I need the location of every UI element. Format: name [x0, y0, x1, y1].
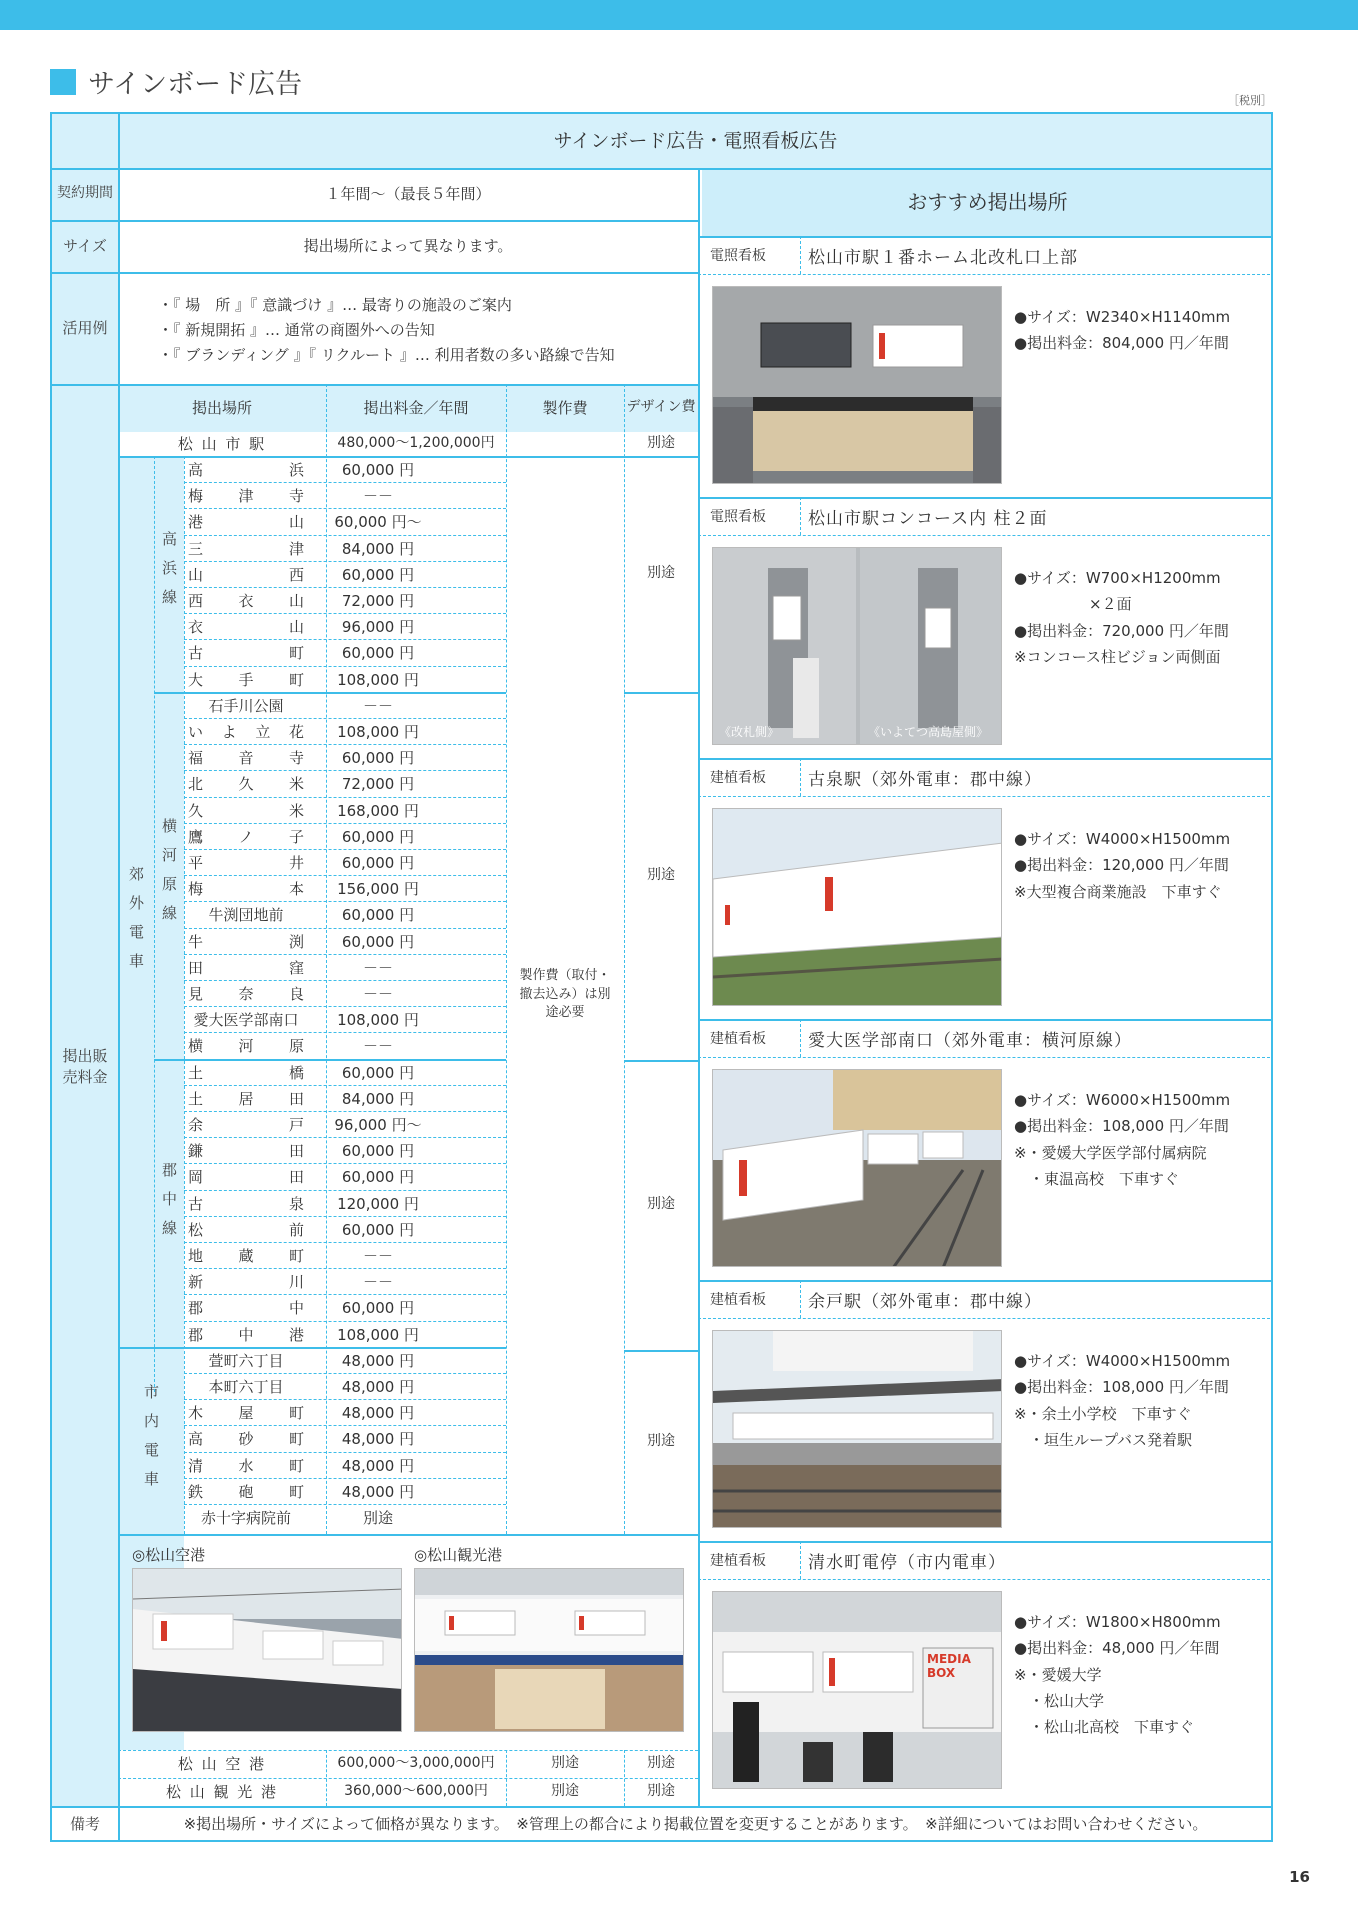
rec-place: 松山市駅１番ホーム北改札口上部 — [808, 247, 1078, 268]
usage-item: ・『 ブランディング 』『 リクルート 』… 利用者数の多い路線で告知 — [158, 346, 615, 364]
station-price: 60,000 円 — [341, 905, 415, 924]
group-divider — [118, 1347, 506, 1349]
rec-info: ●サイズ：W2340×H1140mm ●掲出料金：804,000 円／年間 — [1014, 308, 1231, 353]
station-name — [188, 639, 304, 665]
rec-photo-station-north — [712, 286, 1002, 484]
station-name-char: 地 — [188, 1246, 204, 1265]
station-name — [188, 1268, 304, 1294]
station-name — [188, 770, 304, 796]
station-price: 156,000 円 — [337, 879, 419, 898]
station-name-char: 福 — [188, 748, 204, 767]
station-name — [188, 561, 304, 587]
design-note-gunchu: 別途 — [647, 1196, 675, 1213]
station-name — [188, 1032, 304, 1058]
station-name — [188, 613, 304, 639]
station-price: 60,000 円 — [341, 460, 415, 479]
station-name — [188, 718, 304, 744]
station-name-char: 中 — [288, 1298, 304, 1317]
station-name-char: 衣 — [188, 617, 204, 636]
station-name — [188, 1425, 304, 1451]
rec-info: ●サイズ：W6000×H1500mm ●掲出料金：108,000 円／年間 ※・愛媛大学医学部付属病院 ・東温高校 下車すぐ — [1014, 1091, 1231, 1188]
photo-label: 《いよてつ高島屋側》 — [868, 725, 989, 739]
line-label-text: 高浜線 — [160, 530, 178, 618]
airport-design: 別途 — [647, 1755, 675, 1772]
station-name — [188, 1190, 304, 1216]
station-name-char: 奈 — [238, 984, 254, 1003]
rec-info: ●サイズ：W4000×H1500mm ●掲出料金：120,000 円／年間 ※大型複合商業施設 下車すぐ — [1014, 830, 1231, 901]
line-label-text: 市内電車 — [142, 1384, 160, 1500]
line-label-yokogawara — [154, 692, 184, 1060]
station-price: －－ — [362, 1246, 393, 1265]
size-label: サイズ — [63, 236, 107, 255]
station-price: 60,000 円 — [341, 932, 415, 951]
station-name-char: 町 — [288, 670, 304, 689]
rec-tag: 建植看板 — [710, 1031, 766, 1047]
station-name — [188, 587, 304, 613]
station-name-char: 手 — [238, 670, 254, 689]
station-name: 萱町六丁目 — [208, 1351, 284, 1370]
suburban-label — [118, 456, 154, 1392]
station-name-char: 浜 — [288, 460, 304, 479]
station-name-char: 津 — [238, 486, 254, 505]
station-name-char: 河 — [238, 1036, 254, 1055]
station-name-char: 梅 — [188, 879, 204, 898]
station-name-char: 水 — [238, 1456, 254, 1475]
station-name-char: 本 — [288, 879, 304, 898]
station-name — [188, 1242, 304, 1268]
station-name-char: 町 — [288, 1482, 304, 1501]
tax-note: ［税別］ — [1228, 94, 1272, 107]
station-name-char: 古 — [188, 643, 204, 662]
title-square-icon — [50, 69, 76, 95]
header-price: 掲出料金／年間 — [363, 398, 469, 417]
station-name-char: 井 — [288, 853, 304, 872]
station-price: 60,000 円 — [341, 1141, 415, 1160]
media-box-label: MEDIA BOX — [927, 1652, 971, 1680]
station-price: 60,000 円～ — [334, 512, 422, 531]
station-name-char: 砂 — [238, 1429, 254, 1448]
station-name-char: 原 — [288, 1036, 304, 1055]
station-price: 108,000 円 — [337, 670, 419, 689]
recommend-title: おすすめ掲出場所 — [702, 168, 1273, 236]
station-name-char: 山 — [288, 617, 304, 636]
station-name — [188, 928, 304, 954]
station-name-char: 町 — [288, 1403, 304, 1422]
station-name-char: 西 — [288, 565, 304, 584]
station-price: 108,000 円 — [337, 722, 419, 741]
station-name — [188, 744, 304, 770]
production-note: 製作費（取付・撤去込み）は別途必要 — [519, 967, 611, 1021]
station-name: 赤十字病院前 — [200, 1508, 291, 1527]
station-name — [188, 849, 304, 875]
design-note-yokogawara: 別途 — [647, 867, 675, 884]
airport-price: 600,000～3,000,000円 — [337, 1755, 495, 1772]
station-price: 60,000 円 — [341, 853, 415, 872]
station-price: －－ — [362, 1036, 393, 1055]
usage-item: ・『 新規開拓 』… 通常の商圏外への告知 — [158, 321, 435, 339]
contract-value: １年間～（最長５年間） — [325, 184, 491, 203]
station-price: 108,000 円 — [337, 1010, 419, 1029]
station-name-char: 中 — [238, 1325, 254, 1344]
station-name-char: 新 — [188, 1272, 204, 1291]
rec-info: ●サイズ：W1800×H800mm ●掲出料金：48,000 円／年間 ※・愛媛大学 ・松山大学 ・松山北高校 下車すぐ — [1014, 1613, 1221, 1736]
station-name-char: 良 — [288, 984, 304, 1003]
station-name-char: 高 — [188, 460, 204, 479]
port-name: 松 山 観 光 港 — [165, 1782, 279, 1801]
station-name-char: 横 — [188, 1036, 204, 1055]
station-name-char: 泉 — [288, 1194, 304, 1213]
station-name-char: 花 — [288, 722, 304, 741]
station-price: 72,000 円 — [341, 591, 415, 610]
station-price: 96,000 円 — [341, 617, 415, 636]
line-label-text: 郡中線 — [160, 1161, 178, 1249]
line-label-gunchu — [154, 1060, 184, 1350]
station-name-char: 寺 — [288, 486, 304, 505]
rec-photo-concourse — [712, 547, 1002, 745]
station-name-char: 町 — [288, 1456, 304, 1475]
rec-tag: 電照看板 — [710, 509, 766, 525]
station-name-char: 田 — [188, 958, 204, 977]
station-name-char: 山 — [188, 565, 204, 584]
station-price: 48,000 円 — [341, 1377, 415, 1396]
header-production: 製作費 — [542, 398, 588, 417]
station-price: 60,000 円 — [341, 748, 415, 767]
station-name — [188, 456, 304, 482]
station-name — [188, 823, 304, 849]
station-price: 60,000 円 — [341, 643, 415, 662]
station-name — [188, 1111, 304, 1137]
station-price: 60,000 円 — [341, 827, 415, 846]
rec-place: 松山市駅コンコース内 柱２面 — [808, 508, 1048, 529]
station-name-char: 山 — [288, 512, 304, 531]
station-name-char: 余 — [188, 1115, 204, 1134]
design-note-city-tram: 別途 — [647, 1433, 675, 1450]
rec-place: 清水町電停（市内電車） — [808, 1552, 1006, 1573]
station-name-char: 屋 — [238, 1403, 254, 1422]
station-name-char: 町 — [288, 1429, 304, 1448]
station-price: 120,000 円 — [337, 1194, 419, 1213]
station-name — [188, 797, 304, 823]
station-price: －－ — [362, 696, 393, 715]
usage-item: ・『 場 所 』『 意識づけ 』… 最寄りの施設のご案内 — [158, 296, 512, 314]
remarks-value: ※掲出場所・サイズによって価格が異なります。 ※管理上の都合により掲載位置を変更することがあります。 ※詳細についてはお問い合わせください。 — [183, 1814, 1208, 1833]
station-name — [188, 1163, 304, 1189]
line-label-city-tram — [118, 1350, 184, 1534]
station-name-char: 高 — [188, 1429, 204, 1448]
page-title-text: サインボード広告 — [88, 69, 303, 100]
rec-photo-koizumi — [712, 808, 1002, 1006]
design-note-takahama: 別途 — [647, 565, 675, 582]
contract-label: 契約期間 — [57, 185, 113, 202]
station-name-char: 前 — [288, 1220, 304, 1239]
station-price: 60,000 円 — [341, 1063, 415, 1082]
station-name-char: 米 — [288, 774, 304, 793]
station-name-char: 山 — [288, 591, 304, 610]
airport-photo — [132, 1568, 402, 1732]
matsuyama-price: 480,000～1,200,000円 — [337, 435, 495, 452]
station-price: 60,000 円 — [341, 1167, 415, 1186]
station-price: 168,000 円 — [337, 801, 419, 820]
rec-place: 古泉駅（郊外電車：郡中線） — [808, 769, 1042, 790]
station-name: 本町六丁目 — [208, 1377, 284, 1396]
page-title — [50, 62, 302, 101]
station-name-char: 久 — [238, 774, 254, 793]
top-accent-bar — [0, 0, 1358, 30]
matsuyama-design: 別途 — [647, 435, 675, 452]
rec-photo-aidai — [712, 1069, 1002, 1267]
size-value: 掲出場所によって異なります。 — [303, 236, 513, 255]
station-name-char: 郡 — [188, 1298, 204, 1317]
main-title: サインボード広告・電照看板広告 — [118, 114, 1273, 168]
port-photo — [414, 1568, 684, 1732]
station-name-char: 港 — [288, 1325, 304, 1344]
station-name-char: 渕 — [288, 932, 304, 951]
usage-label: 活用例 — [62, 318, 108, 337]
station-name — [188, 875, 304, 901]
station-name — [188, 1294, 304, 1320]
rec-photo-shimizu — [712, 1591, 1002, 1789]
station-name-char: 窪 — [288, 958, 304, 977]
station-name-char: 居 — [238, 1089, 254, 1108]
station-name-char: 大 — [188, 670, 204, 689]
station-price: 48,000 円 — [341, 1482, 415, 1501]
line-label-takahama — [154, 456, 184, 692]
station-name — [188, 954, 304, 980]
station-price: 84,000 円 — [341, 1089, 415, 1108]
header-design: デザイン費 — [626, 399, 696, 416]
airport-production: 別途 — [551, 1755, 579, 1772]
station-name — [188, 1399, 304, 1425]
station-name-char: よ — [221, 722, 237, 741]
port-production: 別途 — [551, 1783, 579, 1800]
station-name-char: い — [188, 722, 204, 741]
station-name — [188, 508, 304, 534]
station-name-char: 北 — [188, 774, 204, 793]
station-name-char: 鎌 — [188, 1141, 204, 1160]
station-name — [188, 1478, 304, 1504]
station-price: 60,000 円 — [341, 1220, 415, 1239]
station-name-char: 古 — [188, 1194, 204, 1213]
remarks-label: 備考 — [69, 1814, 100, 1833]
rec-info: ●サイズ：W700×H1200mm ×２面 ●掲出料金：720,000 円／年間 ※コンコース柱ビジョン両側面 — [1014, 569, 1229, 666]
station-name-char: 港 — [188, 512, 204, 531]
station-price: 48,000 円 — [341, 1456, 415, 1475]
station-price: －－ — [362, 1272, 393, 1291]
station-price: －－ — [362, 958, 393, 977]
station-price: 60,000 円 — [341, 1298, 415, 1317]
station-name — [188, 1059, 304, 1085]
station-name — [188, 535, 304, 561]
station-name-char: 米 — [288, 801, 304, 820]
station-name-char: 久 — [188, 801, 204, 820]
station-name — [188, 482, 304, 508]
station-name-char: 鷹 — [188, 827, 204, 846]
station-name-char: 木 — [188, 1403, 204, 1422]
port-price: 360,000～600,000円 — [344, 1783, 488, 1800]
station-name — [188, 666, 304, 692]
rec-photo-yogo — [712, 1330, 1002, 1528]
suburban-label-text: 郊外電車 — [127, 866, 145, 982]
station-name-char: 平 — [188, 853, 204, 872]
station-name-char: 土 — [188, 1063, 204, 1082]
station-name-char: 田 — [288, 1089, 304, 1108]
rec-place: 愛大医学部南口（郊外電車：横河原線） — [808, 1030, 1132, 1051]
station-name — [188, 1137, 304, 1163]
rec-tag: 建植看板 — [710, 1292, 766, 1308]
station-name-char: 三 — [188, 539, 204, 558]
rec-tag: 建植看板 — [710, 770, 766, 786]
station-name-char: 橋 — [288, 1063, 304, 1082]
airport-caption: ◎松山空港 — [132, 1546, 206, 1564]
station-price: 84,000 円 — [341, 539, 415, 558]
station-name-char: 衣 — [238, 591, 254, 610]
station-name — [188, 1452, 304, 1478]
station-name-char: 立 — [255, 722, 271, 741]
station-name-char: 津 — [288, 539, 304, 558]
station-name-char: ノ — [238, 827, 254, 846]
station-price: 48,000 円 — [341, 1403, 415, 1422]
line-label-text: 横河原線 — [160, 818, 178, 934]
station-price: －－ — [362, 984, 393, 1003]
station-name-char: 砲 — [238, 1482, 254, 1501]
station-name-char: 岡 — [188, 1167, 204, 1186]
station-name-char: 鉄 — [188, 1482, 204, 1501]
station-name: 牛渕団地前 — [208, 905, 284, 924]
station-price: 別途 — [362, 1508, 393, 1527]
station-price: 108,000 円 — [337, 1325, 419, 1344]
station-name-char: 牛 — [188, 932, 204, 951]
station-name — [188, 1216, 304, 1242]
station-name — [188, 1085, 304, 1111]
page-number: 16 — [1289, 1868, 1310, 1886]
station-price: 60,000 円 — [341, 565, 415, 584]
ad-table — [50, 112, 1273, 1842]
station-name: 愛大医学部南口 — [193, 1010, 299, 1029]
photo-label: 《改札側》 — [719, 725, 780, 739]
rec-tag: 電照看板 — [710, 248, 766, 264]
station-name-char: 戸 — [288, 1115, 304, 1134]
station-name-char: 町 — [288, 643, 304, 662]
port-caption: ◎松山観光港 — [414, 1546, 503, 1564]
station-name-char: 清 — [188, 1456, 204, 1475]
station-name-char: 見 — [188, 984, 204, 1003]
rec-tag: 建植看板 — [710, 1553, 766, 1569]
station-name — [188, 980, 304, 1006]
station-name-char: 音 — [238, 748, 254, 767]
station-name-char: 郡 — [188, 1325, 204, 1344]
airport-name: 松 山 空 港 — [177, 1754, 267, 1773]
station-name-char: 町 — [288, 1246, 304, 1265]
rec-info: ●サイズ：W4000×H1500mm ●掲出料金：108,000 円／年間 ※・余土小学校 下車すぐ ・垣生ループバス発着駅 — [1014, 1352, 1231, 1449]
pricing-label: 掲出販売料金 — [62, 1047, 108, 1086]
station-name-char: 松 — [188, 1220, 204, 1239]
station-name-char: 蔵 — [238, 1246, 254, 1265]
station-name-char: 梅 — [188, 486, 204, 505]
station-name — [188, 1321, 304, 1347]
station-name-char: 川 — [288, 1272, 304, 1291]
station-name-char: 田 — [288, 1167, 304, 1186]
station-name-char: 西 — [188, 591, 204, 610]
rec-place: 余戸駅（郊外電車：郡中線） — [808, 1291, 1042, 1312]
station-name-char: 土 — [188, 1089, 204, 1108]
station-price: 48,000 円 — [341, 1351, 415, 1370]
station-name-char: 子 — [288, 827, 304, 846]
station-name-char: 田 — [288, 1141, 304, 1160]
matsuyama-station: 松 山 市 駅 — [177, 434, 267, 453]
station-price: 72,000 円 — [341, 774, 415, 793]
port-design: 別途 — [647, 1783, 675, 1800]
header-location: 掲出場所 — [191, 398, 252, 417]
station-name-char: 寺 — [288, 748, 304, 767]
station-price: 96,000 円～ — [334, 1115, 422, 1134]
station-name: 石手川公園 — [208, 696, 284, 715]
station-price: 48,000 円 — [341, 1429, 415, 1448]
station-price: －－ — [362, 486, 393, 505]
